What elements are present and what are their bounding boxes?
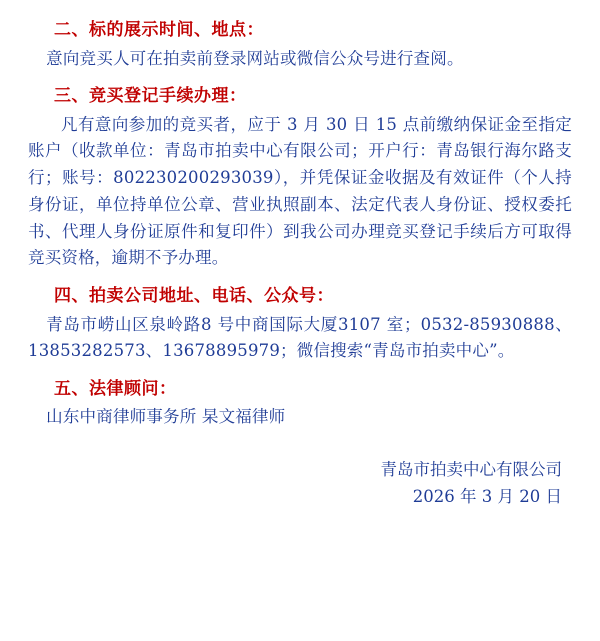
section-three-heading: 三、竞买登记手续办理：: [54, 86, 247, 107]
section-five-paragraph: 山东中商律师事务所 杲文福律师: [46, 407, 286, 427]
section-five-heading: 五、法律顾问：: [54, 378, 177, 399]
signature-block: [28, 457, 572, 510]
section-two: [28, 18, 572, 72]
section-five: [28, 377, 572, 431]
section-three: [28, 84, 572, 272]
section-four-paragraph: 青岛市崂山区泉岭路8 号中商国际大厦3107 室；0532-85930888、13853282573、13678895979；微信搜索“青岛市拍卖中心”。: [28, 314, 572, 361]
section-two-heading: 二、标的展示时间、地点：: [54, 20, 264, 40]
signature-date: 2026 年 3 月 20 日: [412, 486, 562, 506]
section-three-paragraph: 凡有意向参加的竞买者，应于 3 月 30 日 15 点前缴纳保证金至指定账户（收款单位：青岛市拍卖中心有限公司；开户行：青岛银行海尔路支行；账号：802230200293039），并凭保证金收据及有效证件（个人持身份证，单位持单位公章、营业执照副本、法定代表人身份证、授权委托书、代理人身份证原件和复印件）到我公司办理竞买登记手续后方可取得竞买资格，逾期不予办理。: [28, 114, 572, 268]
signature-company: 青岛市拍卖中心有限公司: [380, 460, 562, 480]
section-four: [28, 284, 572, 365]
section-four-heading: 四、拍卖公司地址、电话、公众号：: [54, 286, 334, 307]
section-two-paragraph: 意向竞买人可在拍卖前登录网站或微信公众号进行查阅。: [46, 48, 464, 68]
